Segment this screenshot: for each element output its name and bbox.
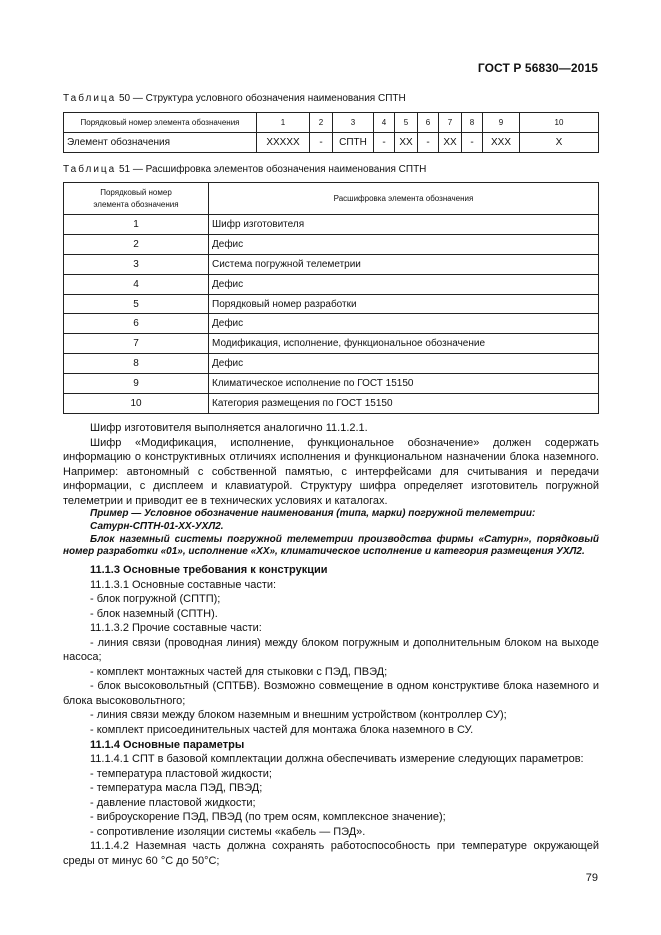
row-text: Климатическое исполнение по ГОСТ 15150 <box>209 374 599 394</box>
list-item: - линия связи между блоком наземным и внешним устройством (контроллер СУ); <box>90 709 507 722</box>
row-number: 10 <box>64 394 209 414</box>
table50-head-num: 2 <box>310 113 333 133</box>
table50-row <box>64 133 599 153</box>
table-row <box>64 314 599 334</box>
row-number: 2 <box>64 234 209 254</box>
table50-head-num: 6 <box>418 113 439 133</box>
list-item: - сопротивление изоляции системы «кабель — ПЭД». <box>90 825 366 838</box>
list-item: - линия связи (проводная линия) между блоком погружным и дополнительным блоком на выходе насоса; <box>63 636 599 664</box>
table50-caption-label: Таблица <box>63 93 117 104</box>
row-text: Порядковый номер разработки <box>209 294 599 314</box>
body-text-top <box>63 421 599 508</box>
list-item: 11.1.3.2 Прочие составные части: <box>90 622 262 635</box>
row-number: 8 <box>64 354 209 374</box>
table50-cell: XXX <box>483 133 520 153</box>
table50-head-num: 1 <box>257 113 310 133</box>
table-row <box>64 274 599 294</box>
table50-head-num: 3 <box>333 113 374 133</box>
example-block <box>63 508 599 559</box>
table50-head-num: 5 <box>395 113 418 133</box>
table50-head-num: 9 <box>483 113 520 133</box>
table51-caption-label: Таблица <box>63 164 117 175</box>
body-text-bottom <box>63 563 599 868</box>
row-number: 1 <box>64 215 209 235</box>
table51-head-col2: Расшифровка элемента обозначения <box>209 183 599 215</box>
table50-head-num: 4 <box>374 113 395 133</box>
row-number: 5 <box>64 294 209 314</box>
list-item: - виброускорение ПЭД, ПВЭД (по трем осям, комплексное значение); <box>90 811 446 824</box>
standard-header: ГОСТ Р 56830—2015 <box>477 61 598 75</box>
table50-caption <box>63 93 406 104</box>
table51-caption-text: 51 — Расшифровка элементов обозначения наименования СПТН <box>119 164 427 175</box>
row-text: Система погружной телеметрии <box>209 254 599 274</box>
table-row <box>64 254 599 274</box>
table50-head-num: 8 <box>462 113 483 133</box>
row-text: Категория размещения по ГОСТ 15150 <box>209 394 599 414</box>
table50-cell: - <box>310 133 333 153</box>
list-item: - температура масла ПЭД, ПВЭД; <box>90 782 263 795</box>
list-item: - температура пластовой жидкости; <box>90 767 272 780</box>
example-line: Сатурн-СПТН-01-ХХ-УХЛ2. <box>90 520 224 532</box>
section-heading: 11.1.4 Основные параметры <box>90 738 245 751</box>
table50-header-row <box>64 113 599 133</box>
table-row <box>64 334 599 354</box>
section-heading: 11.1.3 Основные требования к конструкции <box>90 564 328 576</box>
example-line: Пример — Условное обозначение наименования (типа, марки) погружной телеметрии: <box>90 508 536 519</box>
table50-caption-text: 50 — Структура условного обозначения наименования СПТН <box>119 93 406 104</box>
table50-cell: XX <box>395 133 418 153</box>
table-51 <box>63 182 599 414</box>
list-item: - блок наземный (СПТН). <box>90 607 218 620</box>
table51-head-col1-line1: Порядковый номер <box>100 187 172 197</box>
paragraph: Шифр «Модификация, исполнение, функциональное обозначение» должен содержать информацию о конструктивных отличиях исполнения и функциональном назначении блока наземного. Например: автономный с собственной памятью, с интерфейсами для считывания и передачи информации, с дисплеем и клавиатурой. Структуру шифра определяет изготовитель погружной телеметрии и приводит ее в технических условиях и каталогах. <box>63 436 599 507</box>
table50-head-label: Порядковый номер элемента обозначения <box>64 113 257 133</box>
row-text: Модификация, исполнение, функциональное обозначение <box>209 334 599 354</box>
example-line: Блок наземный системы погружной телеметрии производства фирмы «Сатурн», порядковый номер разработки «01», исполнение «ХХ», климатическое исполнение и категория размещения УХЛ2. <box>63 533 599 558</box>
table51-head-col1-line2: элемента обозначения <box>93 199 179 209</box>
row-text: Шифр изготовителя <box>209 215 599 235</box>
table51-header-row <box>64 183 599 215</box>
list-item: 11.1.4.2 Наземная часть должна сохранять работоспособность при температуре окружающей среды от минус 60 °С до 50°С; <box>63 840 599 867</box>
row-text: Дефис <box>209 274 599 294</box>
row-text: Дефис <box>209 234 599 254</box>
table50-row-label: Элемент обозначения <box>64 133 257 153</box>
paragraph: Шифр изготовителя выполняется аналогично 11.1.2.1. <box>90 422 368 434</box>
list-item: 11.1.3.1 Основные составные части: <box>90 578 277 591</box>
table50-cell: XXXXX <box>257 133 310 153</box>
row-number: 3 <box>64 254 209 274</box>
row-text: Дефис <box>209 314 599 334</box>
table50-cell: - <box>418 133 439 153</box>
list-item: 11.1.4.1 СПТ в базовой комплектации должна обеспечивать измерение следующих параметров: <box>90 753 584 766</box>
row-number: 7 <box>64 334 209 354</box>
table-row <box>64 294 599 314</box>
table51-head-col1 <box>64 183 209 215</box>
table-row <box>64 215 599 235</box>
row-number: 6 <box>64 314 209 334</box>
table-row <box>64 394 599 414</box>
table50-head-num: 10 <box>520 113 599 133</box>
table50-head-num: 7 <box>439 113 462 133</box>
table50-cell: СПТН <box>333 133 374 153</box>
table51-caption <box>63 164 426 175</box>
table50-cell: - <box>462 133 483 153</box>
list-item: - комплект присоединительных частей для монтажа блока наземного в СУ. <box>90 724 474 737</box>
table-row <box>64 354 599 374</box>
list-item: - давление пластовой жидкости; <box>90 796 256 809</box>
table50-cell: - <box>374 133 395 153</box>
list-item: - блок высоковольтный (СПТБВ). Возможно совмещение в одном конструктиве блока наземного и блока высоковольтного; <box>63 680 599 707</box>
table50-cell: X <box>520 133 599 153</box>
row-number: 4 <box>64 274 209 294</box>
table50-cell: XX <box>439 133 462 153</box>
row-number: 9 <box>64 374 209 394</box>
list-item: - комплект монтажных частей для стыковки с ПЭД, ПВЭД; <box>90 665 388 678</box>
row-text: Дефис <box>209 354 599 374</box>
list-item: - блок погружной (СПТП); <box>90 593 221 606</box>
table-row <box>64 234 599 254</box>
table-50 <box>63 112 599 153</box>
page-number: 79 <box>585 872 598 884</box>
table-row <box>64 374 599 394</box>
